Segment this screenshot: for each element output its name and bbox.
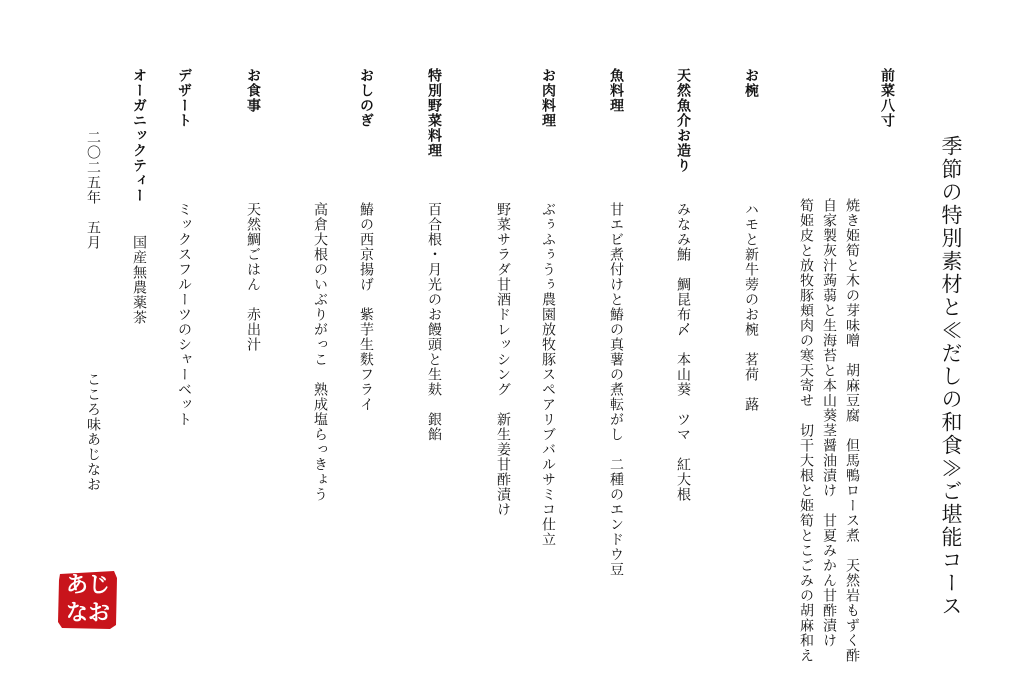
course-heading: お食事 (245, 68, 261, 113)
restaurant-seal (56, 568, 120, 632)
course-item: 焼き姫筍と木の芽味噌 胡麻豆腐 但馬鴨ロース煮 天然岩もずく酢 (844, 198, 860, 663)
course-heading: お椀 (743, 68, 759, 98)
course-item: 百合根・月光のお饅頭と生麸 銀餡 (426, 202, 442, 442)
course-item: 鰆の西京揚げ 紫芋生麩フライ (358, 202, 374, 412)
course-item: 天然鯛ごはん 赤出汁 (245, 202, 261, 352)
course-item: 筍姫皮と放牧豚頬肉の寒天寄せ 切干大根と姫筍とこごみの胡麻和え (798, 198, 814, 663)
course-item: ぶぅふぅうぅ農園放牧豚スペアリブバルサミコ仕立 (540, 202, 556, 547)
course-item: 野菜サラダ甘酒ドレッシング 新生姜甘酢漬け (495, 202, 511, 517)
course-heading: オーガニックティー (131, 68, 147, 203)
course-title: 季節の特別素材と≪だしの和食≫ご堪能コース (939, 135, 963, 618)
seal-text: あじ なお (65, 573, 110, 626)
course-item: みなみ鮪 鯛昆布〆 本山葵 ツマ 紅大根 (675, 202, 691, 502)
course-heading: 魚料理 (608, 68, 624, 113)
course-heading: 天然魚介お造り (675, 68, 691, 173)
course-heading: 前菜八寸 (879, 68, 895, 128)
menu-date: 二〇二五年 五月 (85, 130, 101, 250)
course-item: 自家製灰汁蒟蒻と生海苔と本山葵茎醤油漬け 甘夏みかん甘酢漬け (821, 198, 837, 648)
course-item: ミックスフルーツのシャーベット (176, 202, 192, 427)
course-item: ハモと新牛蒡のお椀 茗荷 蕗 (743, 202, 759, 412)
course-item: 国産無農薬茶 (131, 235, 147, 325)
course-heading: 特別野菜料理 (426, 68, 442, 158)
course-item: 甘エビ煮付けと鰆の真薯の煮転がし 二種のエンドウ豆 (608, 202, 624, 577)
course-item: 高倉大根のいぶりがっこ 熟成塩らっきょう (312, 202, 328, 502)
course-heading: お肉料理 (540, 68, 556, 128)
restaurant-signature: こころ味あじなお (85, 372, 101, 492)
course-heading: おしのぎ (358, 68, 374, 128)
course-heading: デザート (176, 68, 192, 128)
